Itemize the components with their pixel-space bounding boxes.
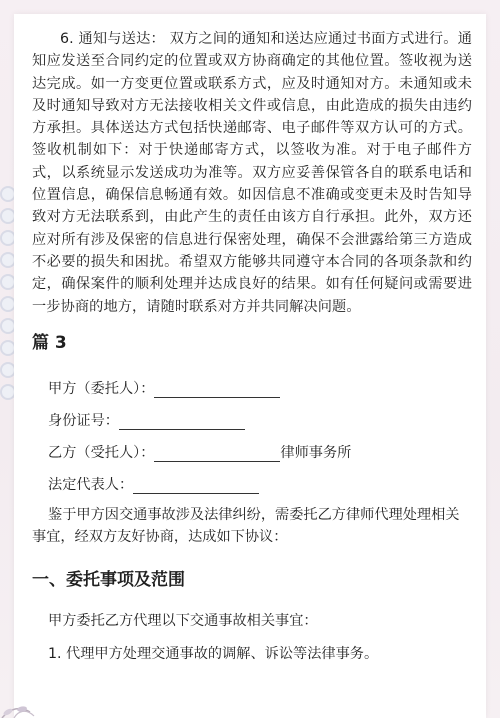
party-a-field bbox=[48, 378, 280, 398]
section-1-heading: 一、委托事项及范围 bbox=[32, 570, 185, 590]
party-a-label: 甲方（委托人）： bbox=[48, 381, 155, 397]
id-number-field bbox=[48, 410, 245, 430]
legal-rep-field bbox=[48, 474, 259, 494]
legal-rep-blank[interactable] bbox=[133, 477, 259, 494]
floral-decoration bbox=[0, 678, 60, 718]
party-a-blank[interactable] bbox=[154, 381, 280, 398]
part-3-heading: 篇 3 bbox=[32, 333, 67, 353]
legal-rep-label: 法定代表人： bbox=[48, 477, 134, 493]
party-b-label: 乙方（受托人）： bbox=[48, 445, 155, 461]
party-b-blank[interactable] bbox=[154, 445, 280, 462]
intro-paragraph: 鉴于甲方因交通事故涉及法律纠纷，需委托乙方律师代理处理相关事宜，经双方友好协商，达成如下协议： bbox=[32, 507, 460, 546]
section-6-paragraph: 6. 通知与送达： 双方之间的通知和送达应通过书面方式进行。通知应发送至合同约定的位置或双方协商确定的其他位置。签收视为送达完成。如一方变更位置或联系方式，应及时通知对方。未通知或未及时通知导致对方无法接收相关文件或信息，由此造成的损失由违约方承担。具体送达方式包括快递邮寄、电子邮件等双方认可的方式。签收机制如下：对于快递邮寄方式，以签收为准。对于电子邮件方式，以系统显示发送成功为准等。双方应妥善保管各自的联系电话和位置信息，确保信息畅通有效。如因信息不准确或变更未及时告知导致对方无法联系到，由此产生的责任由该方自行承担。此外，双方还应对所有涉及保密的信息进行保密处理，确保不会泄露给第三方造成不必要的损失和困扰。希望双方能够共同遵守本合同的各项条款和约定，确保案件的顺利处理并达成良好的结果。如有任何疑问或需要进一步协商的地方，请随时联系对方并共同解决问题。 bbox=[32, 31, 472, 315]
item-1: 1. 代理甲方处理交通事故的调解、诉讼等法律事务。 bbox=[48, 646, 379, 662]
scope-intro: 甲方委托乙方代理以下交通事故相关事宜： bbox=[48, 613, 318, 629]
id-number-label: 身份证号： bbox=[48, 413, 119, 429]
party-b-field bbox=[48, 442, 351, 462]
section-6-block bbox=[32, 28, 472, 318]
id-number-blank[interactable] bbox=[119, 413, 245, 430]
party-b-suffix: 律师事务所 bbox=[280, 445, 352, 461]
